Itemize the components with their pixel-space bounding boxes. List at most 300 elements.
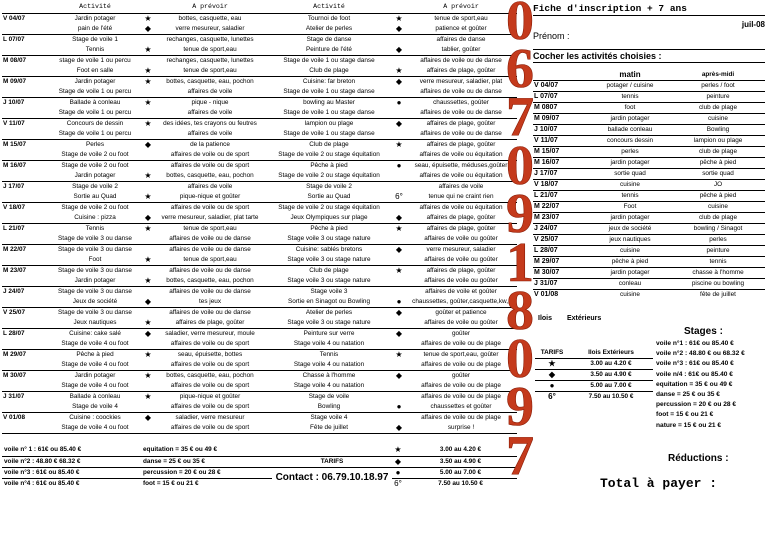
- form-title: Fiche d'inscription + 7 ans: [533, 3, 765, 16]
- activity-am: Stage de voile 3 ou danse: [58, 287, 132, 295]
- symbol-pm: [393, 34, 405, 45]
- symbol-am: [141, 234, 155, 245]
- schedule-row: [2, 297, 517, 308]
- to-bring-pm: affaires de voile ou équitation: [419, 203, 503, 211]
- activity-afternoon[interactable]: piscine ou bowling: [691, 280, 745, 287]
- activity-day-date: V 01/08: [534, 291, 559, 298]
- activity-day-row[interactable]: [533, 235, 765, 246]
- to-bring-pm: verre mesureur, saladier: [426, 245, 496, 253]
- symbol-am: ◆: [144, 328, 152, 338]
- decorative-digit: 0: [506, 0, 534, 52]
- activity-day-date: V 04/07: [534, 82, 559, 89]
- to-bring-pm: affaires de plage, goûter: [426, 140, 496, 148]
- schedule-row: [2, 265, 517, 276]
- decorative-digit: 6: [506, 38, 534, 100]
- symbol-pm: [393, 276, 405, 287]
- schedule-date: V 11/07: [3, 119, 25, 127]
- decorative-digit: 7: [506, 425, 534, 487]
- activity-day-row[interactable]: [533, 224, 765, 235]
- symbol-pm: [393, 255, 405, 266]
- activity-morning[interactable]: pêche à pied: [611, 258, 649, 265]
- symbol-am: ★: [144, 349, 152, 359]
- activity-day-date: M 0807: [534, 104, 558, 111]
- to-bring-pm: tenue qui ne craint rien: [405, 192, 517, 203]
- schedule-date: [2, 423, 49, 434]
- activity-morning[interactable]: perles: [621, 148, 639, 155]
- symbol-pm: ◆: [393, 423, 405, 434]
- activity-afternoon[interactable]: bowling / Sinagot: [693, 225, 743, 232]
- activity-day-row[interactable]: [533, 136, 765, 147]
- activity-afternoon[interactable]: cuisine: [708, 203, 728, 210]
- symbol-am: [141, 34, 155, 45]
- symbol-pm: [393, 181, 405, 192]
- form-tarifs-table: [535, 348, 653, 402]
- exterieurs-label: Extérieurs: [567, 315, 602, 322]
- to-bring-pm: patience et goûter: [405, 24, 517, 35]
- to-bring-am: affaires de voile ou de danse: [169, 245, 251, 253]
- schedule-row: [2, 328, 517, 339]
- activity-am: Cuisine : pizza: [49, 213, 141, 224]
- to-bring-pm: affaires de voile ou de danse: [420, 56, 502, 64]
- activity-am: Jardin potager: [74, 77, 116, 85]
- activity-day-row[interactable]: [533, 158, 765, 169]
- symbol-am: [141, 360, 155, 371]
- activity-pm: Stage voile 3 ou stage nature: [265, 255, 393, 266]
- to-bring-am: affaires de voile ou de sport: [155, 423, 265, 434]
- schedule-date: [2, 213, 49, 224]
- to-bring-pm: affaires de voile ou équitation: [405, 150, 517, 161]
- to-bring-pm: affaires de voile ou de danse: [405, 108, 517, 119]
- to-bring-pm: chaussettes et goûter: [405, 402, 517, 413]
- schedule-row: [2, 97, 517, 108]
- schedule-table: [2, 2, 517, 434]
- tarif-value-1: 3.00 au 4.20 €: [439, 446, 482, 454]
- activity-morning[interactable]: jeux nautiques: [609, 236, 651, 243]
- activity-pm: Pêche à pied: [310, 161, 348, 169]
- symbol-pm: [393, 129, 405, 140]
- symbol-pm: [393, 381, 405, 392]
- schedule-date: [2, 402, 49, 413]
- activity-am: Foot: [49, 255, 141, 266]
- symbol-pm: ★: [395, 265, 403, 275]
- activity-day-date: L 28/07: [534, 247, 558, 254]
- to-bring-am: seau, épuisette, bottes: [177, 350, 243, 358]
- schedule-date: [2, 45, 49, 56]
- reductions-label: Réductions :: [668, 453, 729, 464]
- symbol-pm: 6°: [393, 192, 405, 203]
- activity-am: Ballade à conleau: [69, 98, 121, 106]
- form-tarif-value-1: 3.00 au 4.20 €: [590, 360, 632, 367]
- to-bring-pm: goûter et patience: [435, 308, 487, 316]
- schedule-date: M 16/07: [3, 161, 27, 169]
- to-bring-am: des idées, tes crayons ou feutres: [163, 119, 257, 127]
- form-month: juil-08: [741, 20, 765, 29]
- schedule-row: [2, 192, 517, 203]
- activity-day-row[interactable]: [533, 147, 765, 158]
- activity-day-date: M 23/07: [534, 214, 560, 221]
- activity-morning[interactable]: jardin potager: [610, 115, 650, 122]
- activity-am: Stage de voile 3 ou danse: [58, 245, 132, 253]
- activity-am: Sortie au Quad: [49, 192, 141, 203]
- activity-pm: Stage voile 3 ou stage nature: [265, 234, 393, 245]
- activity-morning[interactable]: jardin potager: [610, 159, 650, 166]
- schedule-date: V 04/07: [3, 14, 26, 22]
- activity-day-date: L 07/07: [534, 93, 558, 100]
- activity-day-date: M 15/07: [534, 148, 560, 155]
- symbol-pm: ●: [393, 297, 405, 308]
- activity-afternoon[interactable]: lampion ou plage: [693, 137, 743, 144]
- activity-morning[interactable]: potager / cuisine: [606, 82, 654, 89]
- tarif-value-3: 5.00 au 7.00 €: [439, 468, 482, 476]
- activity-am: Stage de voile 2 ou foot: [61, 161, 129, 169]
- total-label: Total à payer :: [600, 476, 718, 491]
- symbol-am: ★: [141, 66, 155, 77]
- to-bring-pm: goûter: [451, 371, 471, 379]
- symbol-am: [141, 181, 155, 192]
- activity-afternoon[interactable]: perles / foot: [701, 82, 735, 89]
- activity-afternoon[interactable]: club de plage: [698, 104, 738, 111]
- activity-am: Concours de dessin: [66, 119, 124, 127]
- symbol-am: [141, 244, 155, 255]
- decorative-digit: 8: [506, 280, 534, 342]
- form-tarifs-cols: Ilois Extérieurs: [588, 349, 634, 356]
- activity-day-date: M 09/07: [534, 115, 560, 122]
- activity-day-date: M 16/07: [534, 159, 560, 166]
- activity-am: Stage de voile 3 ou danse: [58, 308, 132, 316]
- schedule-date: L 28/07: [3, 329, 25, 337]
- to-bring-pm: affaires de plage, goûter: [426, 266, 496, 274]
- to-bring-am: saladier, verre mesureur, moule: [165, 329, 255, 337]
- price-danse: danse = 25 € ou 35 €: [143, 457, 205, 465]
- to-bring-am: tenue de sport,eau: [155, 66, 265, 77]
- form-tarif-value-4: 7.50 au 10.50 €: [588, 393, 634, 400]
- decorative-digit: 1: [506, 232, 534, 294]
- tarif-value-4: 7.50 au 10.50 €: [438, 479, 483, 487]
- activity-day-date: J 10/07: [534, 126, 558, 133]
- to-bring-am: affaires de voile ou de sport: [170, 203, 250, 211]
- schedule-date: [2, 87, 49, 98]
- schedule-date: [2, 318, 49, 329]
- schedule-row: [2, 171, 517, 182]
- schedule-row: [2, 402, 517, 413]
- schedule-date: M 22/07: [3, 245, 27, 253]
- schedule-date: L 21/07: [3, 224, 25, 232]
- activity-am: Stage de voile 2 ou foot: [49, 150, 141, 161]
- tarif-symbol-1: ★: [394, 445, 402, 455]
- activity-pm: Fête de juillet: [265, 423, 393, 434]
- activity-am: Jardin potager: [74, 14, 116, 22]
- symbol-pm: ◆: [395, 118, 403, 128]
- activity-am: Stage de voile 1 ou percu: [49, 129, 141, 140]
- to-bring-pm: affaires de voile ou de plage: [405, 360, 517, 371]
- bottom-prices: [2, 445, 517, 489]
- activity-day-row[interactable]: [533, 114, 765, 125]
- activity-pm: Club de plage: [309, 266, 349, 274]
- to-bring-am: affaires de voile ou de sport: [155, 339, 265, 350]
- activity-am: Stage de voile 4 ou foot: [49, 339, 141, 350]
- activity-pm: Bowling: [265, 402, 393, 413]
- activity-afternoon[interactable]: chasse à l'homme: [692, 269, 744, 276]
- activity-morning[interactable]: tennis: [621, 192, 639, 199]
- schedule-row: [2, 45, 517, 56]
- activity-am: Stage de voile 2 ou foot: [61, 203, 129, 211]
- activity-pm: Stage voile 3 ou stage nature: [265, 318, 393, 329]
- activity-day-row[interactable]: [533, 246, 765, 257]
- activity-pm: Club de plage: [309, 140, 349, 148]
- symbol-am: [141, 150, 155, 161]
- schedule-date: [2, 150, 49, 161]
- schedule-date: J 17/07: [3, 182, 25, 190]
- activity-day-row[interactable]: [533, 290, 765, 301]
- activity-am: Ballade à conleau: [69, 392, 121, 400]
- schedule-date: [2, 381, 49, 392]
- activity-morning[interactable]: concours dessin: [606, 137, 654, 144]
- symbol-pm: [393, 108, 405, 119]
- activity-am: pain de l'été: [49, 24, 141, 35]
- activity-pm: Stage voile 4 ou natation: [265, 381, 393, 392]
- stage-nature: nature = 15 € ou 21 €: [656, 421, 722, 429]
- activity-afternoon[interactable]: sortie quad: [702, 170, 734, 177]
- activity-afternoon[interactable]: fête de juillet: [700, 291, 736, 298]
- decorative-digit: 9: [506, 183, 534, 245]
- activity-afternoon[interactable]: Bowling: [706, 126, 730, 133]
- price-equitation: equitation = 35 € ou 49 €: [143, 446, 218, 454]
- activity-morning[interactable]: ballade conleau: [607, 126, 653, 133]
- activity-day-date: J 24/07: [534, 225, 558, 232]
- symbol-am: ◆: [141, 213, 155, 224]
- activity-pm: Sortie en Sinagot ou Bowling: [265, 297, 393, 308]
- symbol-am: [141, 381, 155, 392]
- activity-morning[interactable]: Foot: [623, 203, 637, 210]
- symbol-am: [141, 265, 155, 276]
- to-bring-am: bottes, casquette, eau, pochon: [155, 276, 265, 287]
- to-bring-pm: verre mesureur, saladier, plat: [419, 77, 503, 85]
- symbol-am: ★: [141, 255, 155, 266]
- symbol-am: [141, 423, 155, 434]
- activity-day-row[interactable]: [533, 202, 765, 213]
- activity-afternoon[interactable]: cuisine: [708, 115, 728, 122]
- activity-day-date: V 18/07: [534, 181, 559, 188]
- activity-pm: Tournoi de foot: [307, 14, 351, 22]
- header-to-bring-pm: A prévoir: [405, 2, 517, 13]
- schedule-date: [2, 66, 49, 77]
- activity-day-date: M 30/07: [534, 269, 560, 276]
- to-bring-pm: goûter: [451, 329, 471, 337]
- to-bring-am: rechanges, casquette, lunettes: [166, 56, 254, 64]
- activity-day-row[interactable]: [533, 81, 765, 92]
- ilois-label: Ilois: [538, 315, 553, 322]
- symbol-pm: [393, 202, 405, 213]
- schedule-date: V 01/08: [3, 413, 26, 421]
- prenom-label[interactable]: Prénom :: [533, 31, 570, 41]
- activity-pm: Pêche à pied: [310, 224, 348, 232]
- schedule-row: [2, 34, 517, 45]
- activity-pm: Stage de voile 1 ou stage danse: [283, 56, 375, 64]
- symbol-am: ★: [141, 45, 155, 56]
- to-bring-pm: affaires de danse: [436, 35, 486, 43]
- schedule-date: M 08/07: [3, 56, 27, 64]
- to-bring-am: tes jeux: [155, 297, 265, 308]
- activity-pm: Peinture de l'été: [265, 45, 393, 56]
- symbol-am: [141, 55, 155, 66]
- schedule-date: [2, 192, 49, 203]
- symbol-pm: [393, 87, 405, 98]
- activity-day-date: J 31/07: [534, 280, 558, 287]
- contact-phone: Contact : 06.79.10.18.97: [275, 472, 389, 484]
- activity-morning[interactable]: sortie quad: [614, 170, 646, 177]
- activity-pm: Cuisine: far breton: [302, 77, 356, 85]
- activity-morning[interactable]: conleau: [618, 280, 642, 287]
- activity-morning[interactable]: jardin potager: [610, 214, 650, 221]
- schedule-row: [2, 360, 517, 371]
- stage-danse: danse = 25 € ou 35 €: [656, 391, 720, 399]
- activity-pm: Stage de voile 2: [306, 182, 352, 190]
- schedule-date: L 07/07: [3, 35, 25, 43]
- schedule-row: [2, 276, 517, 287]
- to-bring-am: pique - nique: [191, 98, 229, 106]
- to-bring-pm: tenue de sport,eau: [434, 14, 488, 22]
- activity-afternoon[interactable]: club de plage: [698, 148, 738, 155]
- activity-afternoon[interactable]: pêche à pied: [699, 192, 737, 199]
- stage-foot: foot = 15 € ou 21 €: [656, 411, 714, 419]
- activity-day-row[interactable]: [533, 213, 765, 224]
- activity-afternoon[interactable]: tennis: [709, 258, 727, 265]
- schedule-row: [2, 339, 517, 350]
- activity-day-row[interactable]: [533, 92, 765, 103]
- symbol-am: [141, 202, 155, 213]
- to-bring-pm: chaussettes, goûter: [433, 98, 489, 106]
- to-bring-am: affaires de voile ou de sport: [155, 150, 265, 161]
- activity-morning[interactable]: foot: [624, 104, 636, 111]
- form-tarif-symbol-2: ◆: [548, 370, 556, 379]
- schedule-row: [2, 24, 517, 35]
- activity-pm: Tennis: [319, 350, 339, 358]
- schedule-row: [2, 423, 517, 434]
- activity-pm: Atelier de perles: [265, 24, 393, 35]
- to-bring-pm: affaires de voile ou de plage: [405, 339, 517, 350]
- activity-day-date: V 25/07: [534, 236, 559, 243]
- header-activity: Activité: [49, 2, 141, 13]
- activity-pm: Stage voile 3: [310, 287, 348, 295]
- symbol-pm: [393, 234, 405, 245]
- symbol-am: [141, 160, 155, 171]
- choose-label: Cocher les activités choisies :: [533, 49, 765, 63]
- to-bring-am: affaires de voile: [155, 129, 265, 140]
- symbol-pm: ◆: [393, 24, 405, 35]
- schedule-date: J 24/07: [3, 287, 25, 295]
- activity-day-row[interactable]: [533, 125, 765, 136]
- stage-voile-2: voile n°2 : 48.80 € ou 68.32 €: [656, 350, 745, 358]
- schedule-row: [2, 234, 517, 245]
- schedule-row: [2, 213, 517, 224]
- to-bring-pm: tenue de sport,eau, goûter: [423, 350, 499, 358]
- form-header: [533, 3, 765, 63]
- schedule-row: [2, 87, 517, 98]
- activity-morning[interactable]: jeux de société: [608, 225, 652, 232]
- activity-day-date: L 21/07: [534, 192, 558, 199]
- activity-pm: Stage de voile 1 ou stage danse: [265, 108, 393, 119]
- symbol-am: ★: [144, 13, 152, 23]
- stage-voile-1: voile n°1 : 61€ ou 85.40 €: [656, 340, 734, 347]
- apres-midi-header: après-midi: [701, 71, 735, 78]
- symbol-pm: [393, 360, 405, 371]
- activity-pm: Stage de voile 1 ou stage danse: [265, 87, 393, 98]
- schedule-row: [2, 160, 517, 171]
- activity-am: Jardin potager: [49, 276, 141, 287]
- activity-am: Cuisine: cake salé: [69, 329, 121, 337]
- symbol-am: ◆: [144, 412, 152, 422]
- schedule-date: [2, 360, 49, 371]
- activity-am: stage de voile 1 ou percu: [59, 56, 131, 64]
- to-bring-pm: affaires de plage, goûter: [405, 213, 517, 224]
- activity-am: Jeux nautiques: [49, 318, 141, 329]
- activity-morning[interactable]: tennis: [621, 93, 639, 100]
- symbol-pm: ◆: [395, 76, 403, 86]
- activity-afternoon[interactable]: club de plage: [698, 214, 738, 221]
- activity-day-row[interactable]: [533, 268, 765, 279]
- symbol-am: [141, 307, 155, 318]
- activity-pm: Stage de voile 2 ou stage équitation: [265, 171, 393, 182]
- symbol-am: ★: [141, 276, 155, 287]
- activity-afternoon[interactable]: JO: [713, 181, 723, 188]
- symbol-pm: [393, 55, 405, 66]
- to-bring-pm: affaires de voile: [438, 182, 484, 190]
- activity-pm: Chasse à l'homme: [302, 371, 356, 379]
- activity-afternoon[interactable]: pêche à pied: [699, 159, 737, 166]
- to-bring-am: bottes, casquette, eau, pochon: [166, 371, 254, 379]
- schedule-date: [2, 276, 49, 287]
- to-bring-pm: affaires de voile ou de plage: [405, 381, 517, 392]
- activity-pm: Stage voile 4 ou natation: [265, 339, 393, 350]
- activity-day-row[interactable]: [533, 279, 765, 290]
- to-bring-am: affaires de voile ou de sport: [155, 360, 265, 371]
- activity-pm: lampion ou plage: [304, 119, 354, 127]
- to-bring-am: tenue de sport,eau: [155, 255, 265, 266]
- activity-day-row[interactable]: [533, 103, 765, 114]
- to-bring-am: affaires de voile: [155, 108, 265, 119]
- activity-am: Cuisine : coockies: [69, 413, 121, 421]
- tarifs-label: TARIFS: [320, 457, 344, 465]
- activity-day-row[interactable]: [533, 169, 765, 180]
- activity-morning[interactable]: cuisine: [620, 247, 640, 254]
- to-bring-am: affaires de voile: [155, 87, 265, 98]
- activity-morning[interactable]: cuisine: [620, 181, 640, 188]
- activity-am: Pêche à pied: [76, 350, 114, 358]
- to-bring-am: bottes, casquette, eau, pochon: [155, 171, 265, 182]
- symbol-am: [141, 339, 155, 350]
- price-foot: foot = 15 € ou 21 €: [143, 479, 199, 487]
- activity-day-row[interactable]: [533, 191, 765, 202]
- to-bring-am: affaires de voile ou de sport: [155, 402, 265, 413]
- symbol-pm: ●: [393, 402, 405, 413]
- activity-afternoon[interactable]: peinture: [706, 247, 730, 254]
- activity-morning[interactable]: jardin potager: [610, 269, 650, 276]
- symbol-am: ★: [144, 76, 152, 86]
- schedule-row: [2, 181, 517, 192]
- activity-afternoon[interactable]: perles: [709, 236, 727, 243]
- activity-am: Jeux de société: [49, 297, 141, 308]
- schedule-date: [2, 24, 49, 35]
- activity-am: Stage de voile 4 ou foot: [49, 360, 141, 371]
- to-bring-pm: affaires de voile ou équitation: [405, 171, 517, 182]
- activity-afternoon[interactable]: peinture: [706, 93, 730, 100]
- symbol-pm: ★: [395, 13, 403, 23]
- activity-pm: Stage voile 3 ou stage nature: [265, 276, 393, 287]
- activity-pm: Stage de voile 2 ou stage équitation: [265, 150, 393, 161]
- activity-day-row[interactable]: [533, 257, 765, 268]
- activity-morning[interactable]: cuisine: [620, 291, 640, 298]
- activity-day-row[interactable]: [533, 180, 765, 191]
